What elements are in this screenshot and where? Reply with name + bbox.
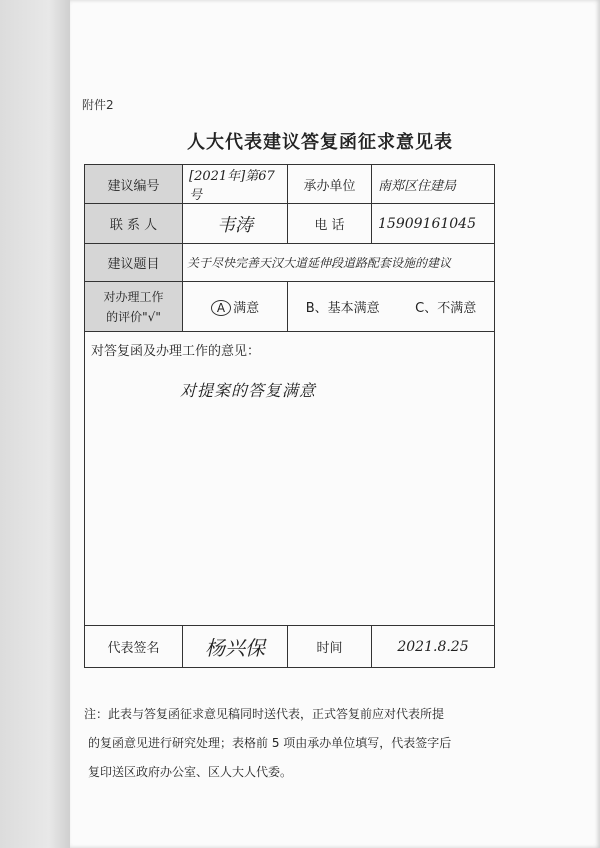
signature-label: 代表签名 bbox=[85, 626, 183, 668]
row-proposal-number bbox=[85, 165, 495, 204]
handling-unit-label: 承办单位 bbox=[288, 165, 372, 204]
row-evaluation bbox=[85, 282, 495, 332]
adjacent-page-edge bbox=[0, 0, 70, 848]
evaluation-label-line2: 的评价"√" bbox=[106, 309, 161, 324]
footnote-line-3: 复印送区政府办公室、区人大人代委。 bbox=[88, 765, 293, 779]
page-title: 人大代表建议答复函征求意见表 bbox=[187, 132, 453, 153]
option-a-label: 满意 bbox=[233, 301, 260, 316]
footnote-line-2: 的复函意见进行研究处理；表格前 5 项由承办单位填写，代表签字后 bbox=[88, 736, 452, 750]
time-value[interactable]: 2021.8.25 bbox=[372, 626, 495, 668]
row-contact bbox=[85, 204, 495, 244]
opinion-cell[interactable] bbox=[85, 332, 495, 626]
footnote-line-1: 注：此表与答复函征求意见稿同时送代表，正式答复前应对代表所提 bbox=[84, 707, 445, 721]
phone-value[interactable]: 15909161045 bbox=[372, 204, 495, 244]
option-b-basically-satisfied[interactable]: B、基本满意 bbox=[305, 301, 380, 316]
handling-unit-value[interactable]: 南郑区住建局 bbox=[372, 165, 495, 204]
phone-label: 电 话 bbox=[288, 204, 372, 244]
feedback-form-table bbox=[84, 164, 495, 668]
option-a-selected-mark: A bbox=[211, 300, 231, 316]
option-bc-cell bbox=[288, 282, 495, 332]
contact-label: 联 系 人 bbox=[85, 204, 183, 244]
row-subject bbox=[85, 244, 495, 282]
evaluation-label bbox=[85, 282, 183, 332]
contact-value[interactable]: 韦涛 bbox=[183, 204, 288, 244]
row-signature bbox=[85, 626, 495, 668]
subject-value[interactable]: 关于尽快完善天汉大道延伸段道路配套设施的建议 bbox=[183, 244, 495, 282]
option-c-unsatisfied[interactable]: C、不满意 bbox=[415, 301, 477, 316]
proposal-number-value[interactable]: [2021年]第67号 bbox=[183, 165, 288, 204]
time-label: 时间 bbox=[288, 626, 372, 668]
row-opinion bbox=[85, 332, 495, 626]
evaluation-label-line1: 对办理工作 bbox=[103, 289, 164, 304]
option-a-satisfied[interactable] bbox=[183, 282, 288, 332]
footnote bbox=[84, 700, 504, 787]
proposal-number-label: 建议编号 bbox=[85, 165, 183, 204]
attachment-label: 附件2 bbox=[82, 98, 114, 112]
opinion-label: 对答复函及办理工作的意见： bbox=[91, 344, 261, 359]
opinion-value: 对提案的答复满意 bbox=[180, 381, 317, 400]
subject-label: 建议题目 bbox=[85, 244, 183, 282]
signature-value[interactable]: 杨兴保 bbox=[183, 626, 288, 668]
